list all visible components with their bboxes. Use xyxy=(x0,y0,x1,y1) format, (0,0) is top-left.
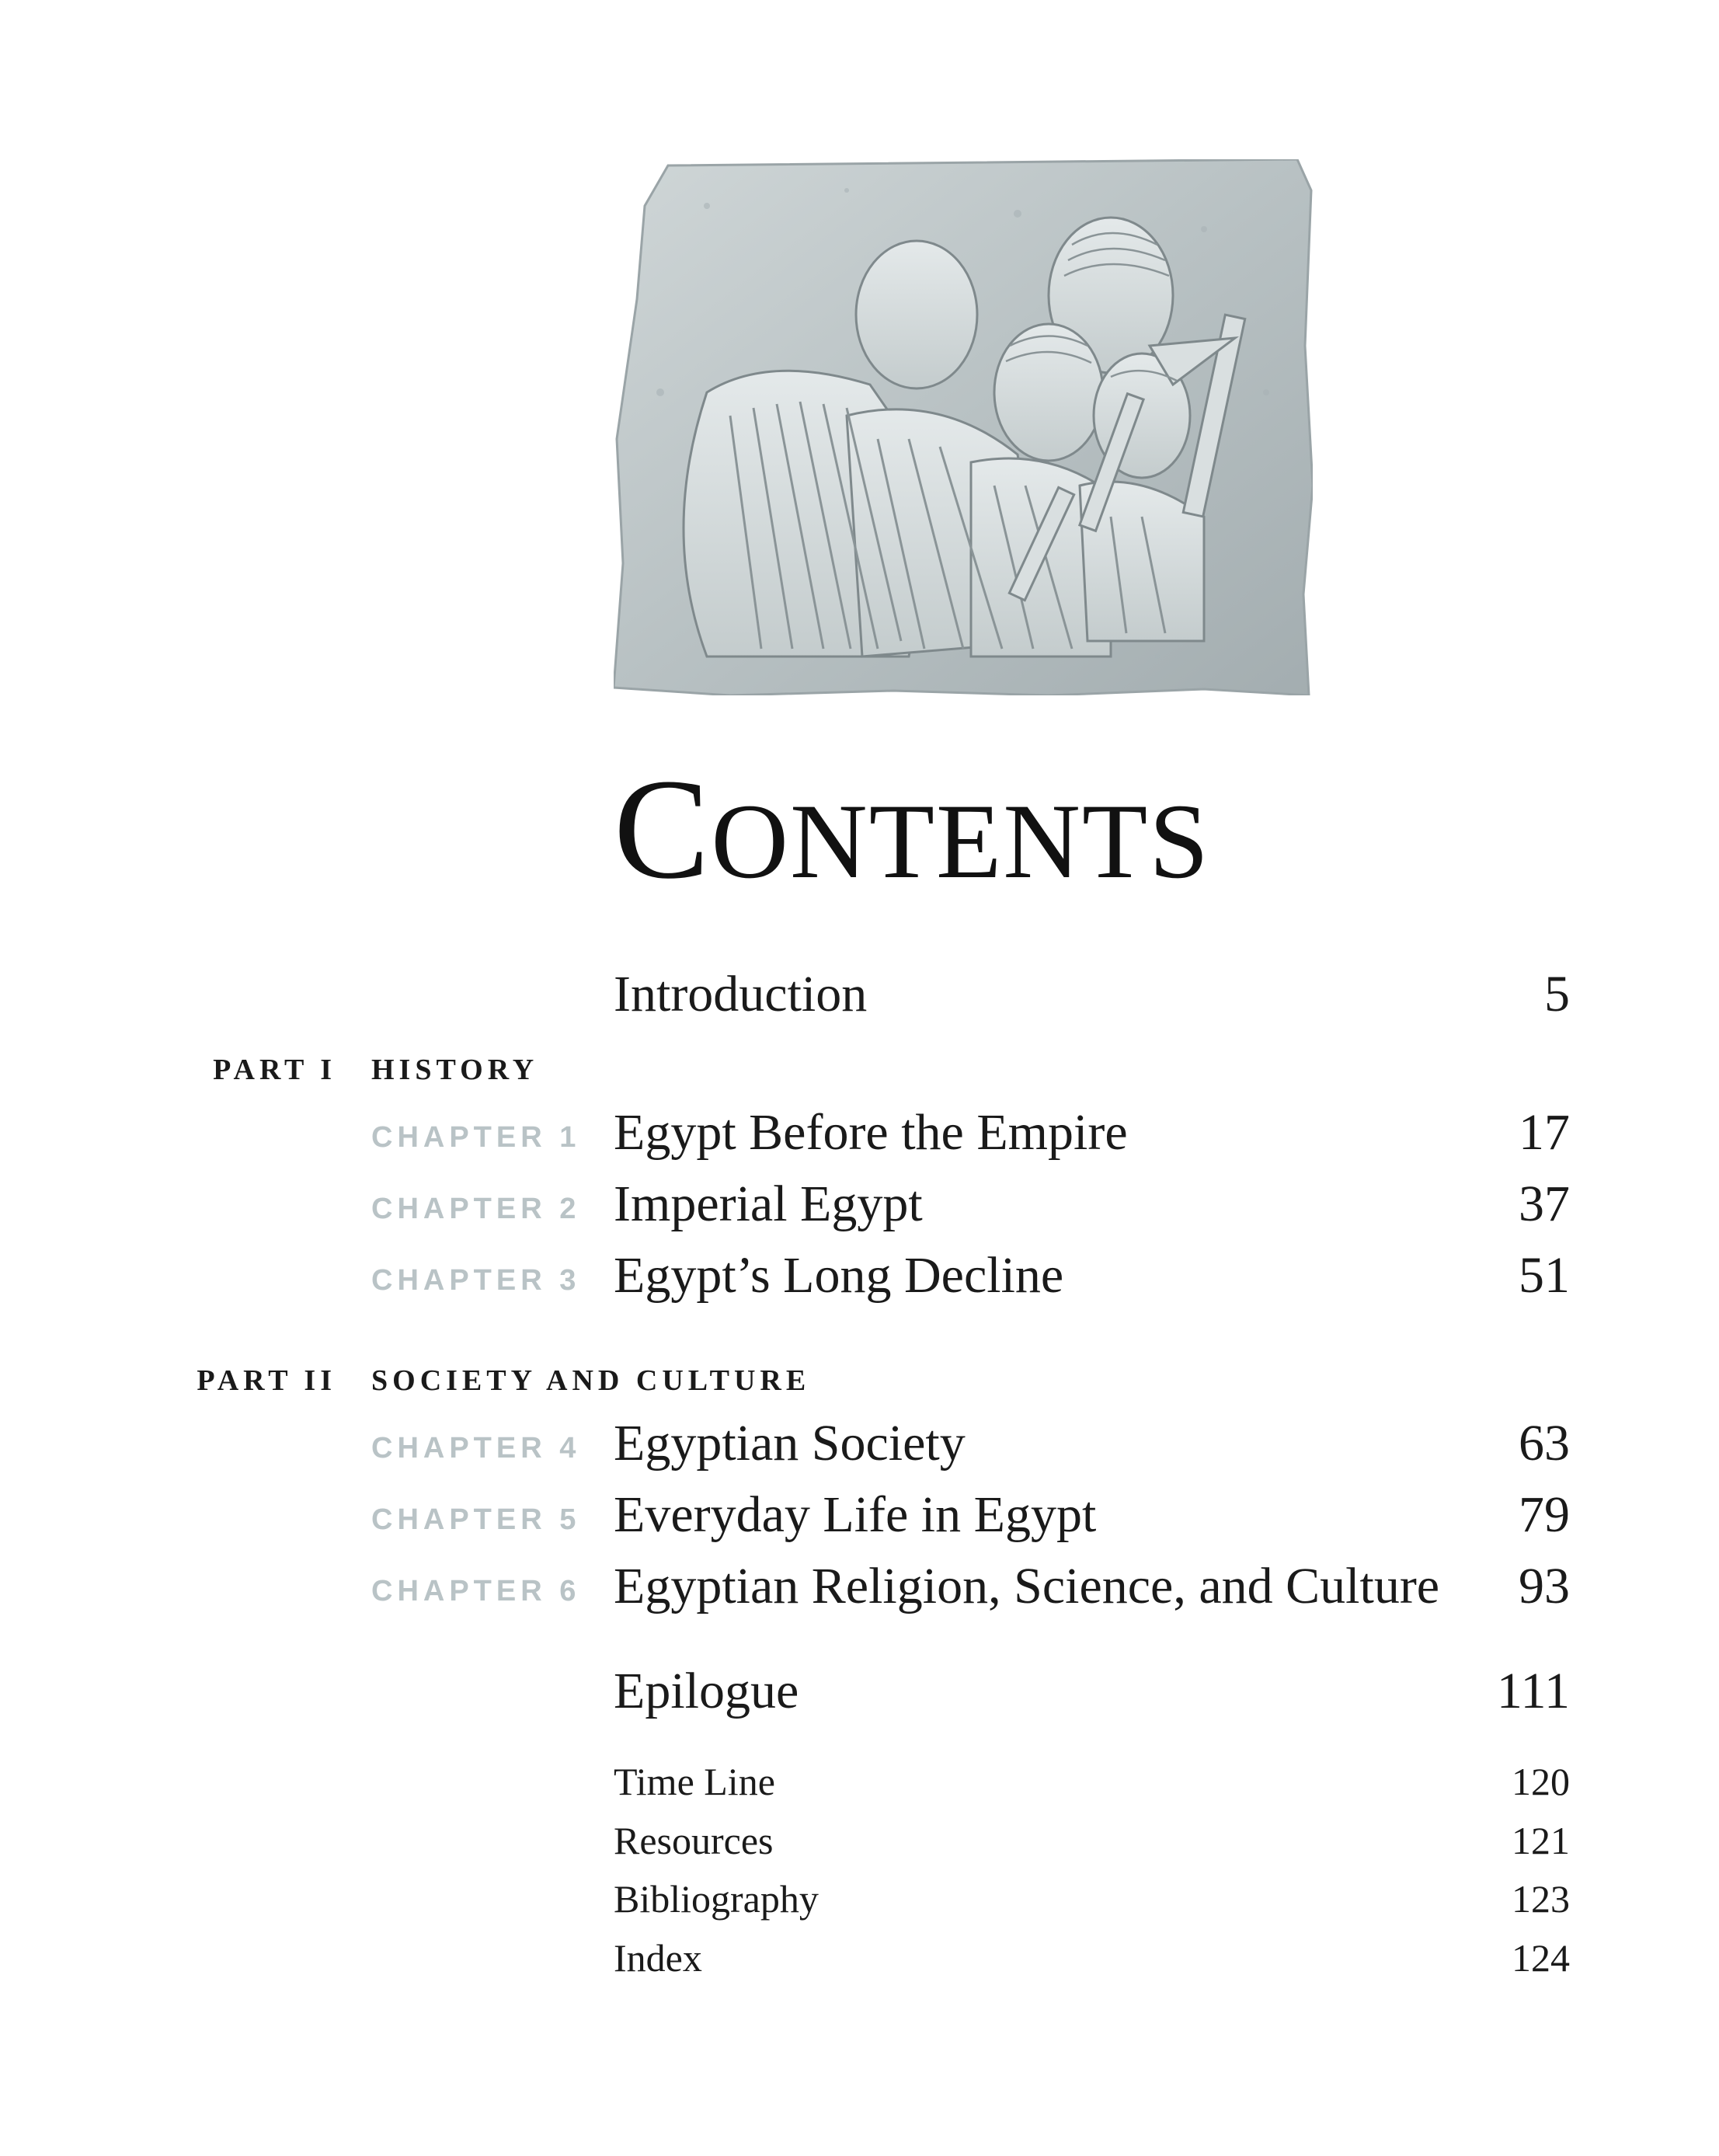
chapter-1-page: 17 xyxy=(1519,1104,1570,1161)
part-2-label: PART II xyxy=(197,1364,336,1397)
epilogue-page: 111 xyxy=(1496,1663,1570,1719)
chapter-3-label: CHAPTER 3 xyxy=(371,1264,581,1297)
back-matter-item-timeline-title: Time Line xyxy=(614,1760,775,1803)
egyptian-scribes-relief-icon xyxy=(614,159,1313,695)
chapter-3-title: Egypt’s Long Decline xyxy=(614,1247,1064,1304)
back-matter-item-resources-title: Resources xyxy=(614,1819,774,1862)
title-initial: C xyxy=(614,750,712,909)
chapter-2-title: Imperial Egypt xyxy=(614,1176,923,1232)
chapter-5-page: 79 xyxy=(1519,1486,1570,1543)
intro-page: 5 xyxy=(1544,966,1570,1022)
chapter-3-page: 51 xyxy=(1519,1247,1570,1304)
back-matter-item-bibliography-page: 123 xyxy=(1512,1877,1570,1921)
chapter-1-title: Egypt Before the Empire xyxy=(614,1104,1128,1161)
chapter-4-title: Egyptian Society xyxy=(614,1415,966,1472)
back-matter-item-bibliography-title: Bibliography xyxy=(614,1877,819,1921)
chapter-6-label: CHAPTER 6 xyxy=(371,1575,581,1607)
part-2-name: SOCIETY AND CULTURE xyxy=(371,1364,811,1397)
chapter-5-label: CHAPTER 5 xyxy=(371,1503,581,1536)
chapter-5-title: Everyday Life in Egypt xyxy=(614,1486,1097,1543)
chapter-2-label: CHAPTER 2 xyxy=(371,1193,581,1225)
back-matter-item-resources-page: 121 xyxy=(1512,1819,1570,1862)
intro-title: Introduction xyxy=(614,966,868,1022)
title-rest: ONTENTS xyxy=(711,782,1211,900)
chapter-6-title: Egyptian Religion, Science, and Culture xyxy=(614,1558,1440,1614)
chapter-1-label: CHAPTER 1 xyxy=(371,1121,581,1154)
chapter-2-page: 37 xyxy=(1519,1176,1570,1232)
back-matter-item-timeline-page: 120 xyxy=(1512,1760,1570,1803)
part-1-name: HISTORY xyxy=(371,1054,539,1086)
back-matter-item-index-page: 124 xyxy=(1512,1936,1570,1980)
chapter-6-page: 93 xyxy=(1519,1558,1570,1614)
epilogue-title: Epilogue xyxy=(614,1663,799,1719)
chapter-4-label: CHAPTER 4 xyxy=(371,1432,581,1465)
page-title xyxy=(614,750,1211,909)
back-matter-item-index-title: Index xyxy=(614,1936,702,1980)
egyptian-scribes-relief-image xyxy=(614,159,1313,695)
part-1-label: PART I xyxy=(213,1054,336,1086)
chapter-4-page: 63 xyxy=(1519,1415,1570,1472)
